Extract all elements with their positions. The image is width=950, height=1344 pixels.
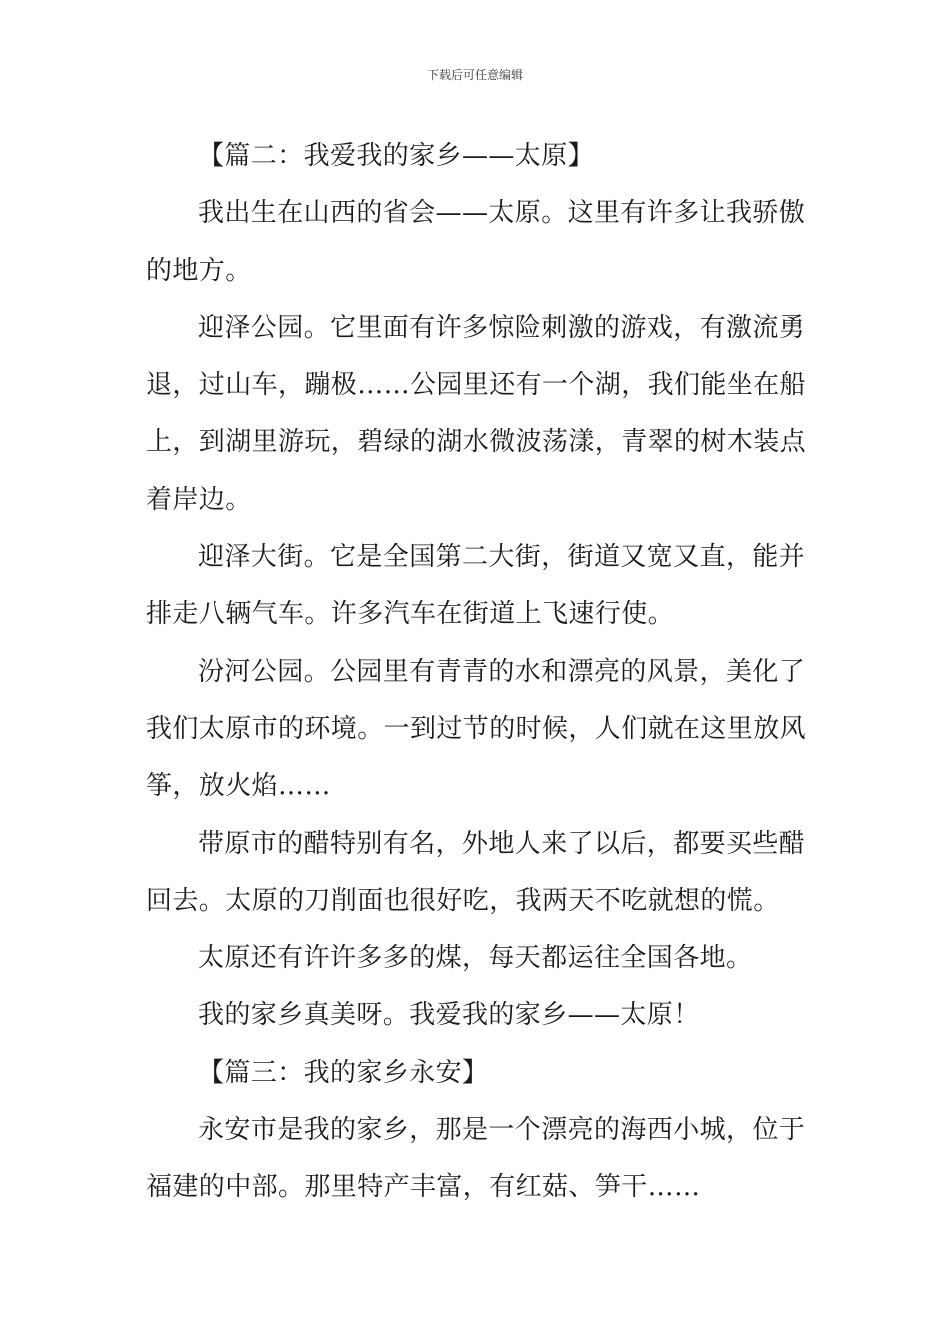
- page-header: 下载后可任意编辑: [426, 68, 523, 82]
- text-line: 筝，放火焰……: [146, 771, 331, 802]
- text-line: 汾河公园。公园里有青青的水和漂亮的风景，美化了: [198, 656, 806, 687]
- text-line: 【篇三：我的家乡永安】: [198, 1057, 489, 1088]
- text-line: 回去。太原的刀削面也很好吃，我两天不吃就想的慌。: [146, 885, 780, 916]
- text-line: 我出生在山西的省会——太原。这里有许多让我骄傲: [198, 198, 806, 229]
- text-line: 的地方。: [146, 255, 252, 286]
- text-line: 上，到湖里游玩，碧绿的湖水微波荡漾，青翠的树木装点: [146, 427, 807, 458]
- text-line: 太原还有许许多多的煤，每天都运往全国各地。: [198, 943, 753, 974]
- text-line: 迎泽公园。它里面有许多惊险刺激的游戏，有激流勇: [198, 312, 806, 343]
- text-line: 带原市的醋特别有名，外地人来了以后，都要买些醋: [198, 828, 806, 859]
- text-line: 福建的中部。那里特产丰富，有红菇、笋干……: [146, 1172, 701, 1203]
- text-line: 永安市是我的家乡，那是一个漂亮的海西小城，位于: [198, 1115, 806, 1146]
- text-line: 排走八辆气车。许多汽车在街道上飞速行使。: [146, 599, 675, 630]
- text-line: 我的家乡真美呀。我爱我的家乡——太原！: [198, 1000, 700, 1031]
- text-line: 退，过山车，蹦极……公园里还有一个湖，我们能坐在船: [146, 370, 807, 401]
- text-line: 【篇二：我爱我的家乡——太原】: [198, 141, 595, 171]
- document-body: [146, 128, 806, 1217]
- text-line: 着岸边。: [146, 484, 252, 515]
- text-line: 迎泽大街。它是全国第二大街，街道又宽又直，能并: [198, 542, 806, 573]
- text-line: 我们太原市的环境。一到过节的时候，人们就在这里放风: [146, 713, 807, 744]
